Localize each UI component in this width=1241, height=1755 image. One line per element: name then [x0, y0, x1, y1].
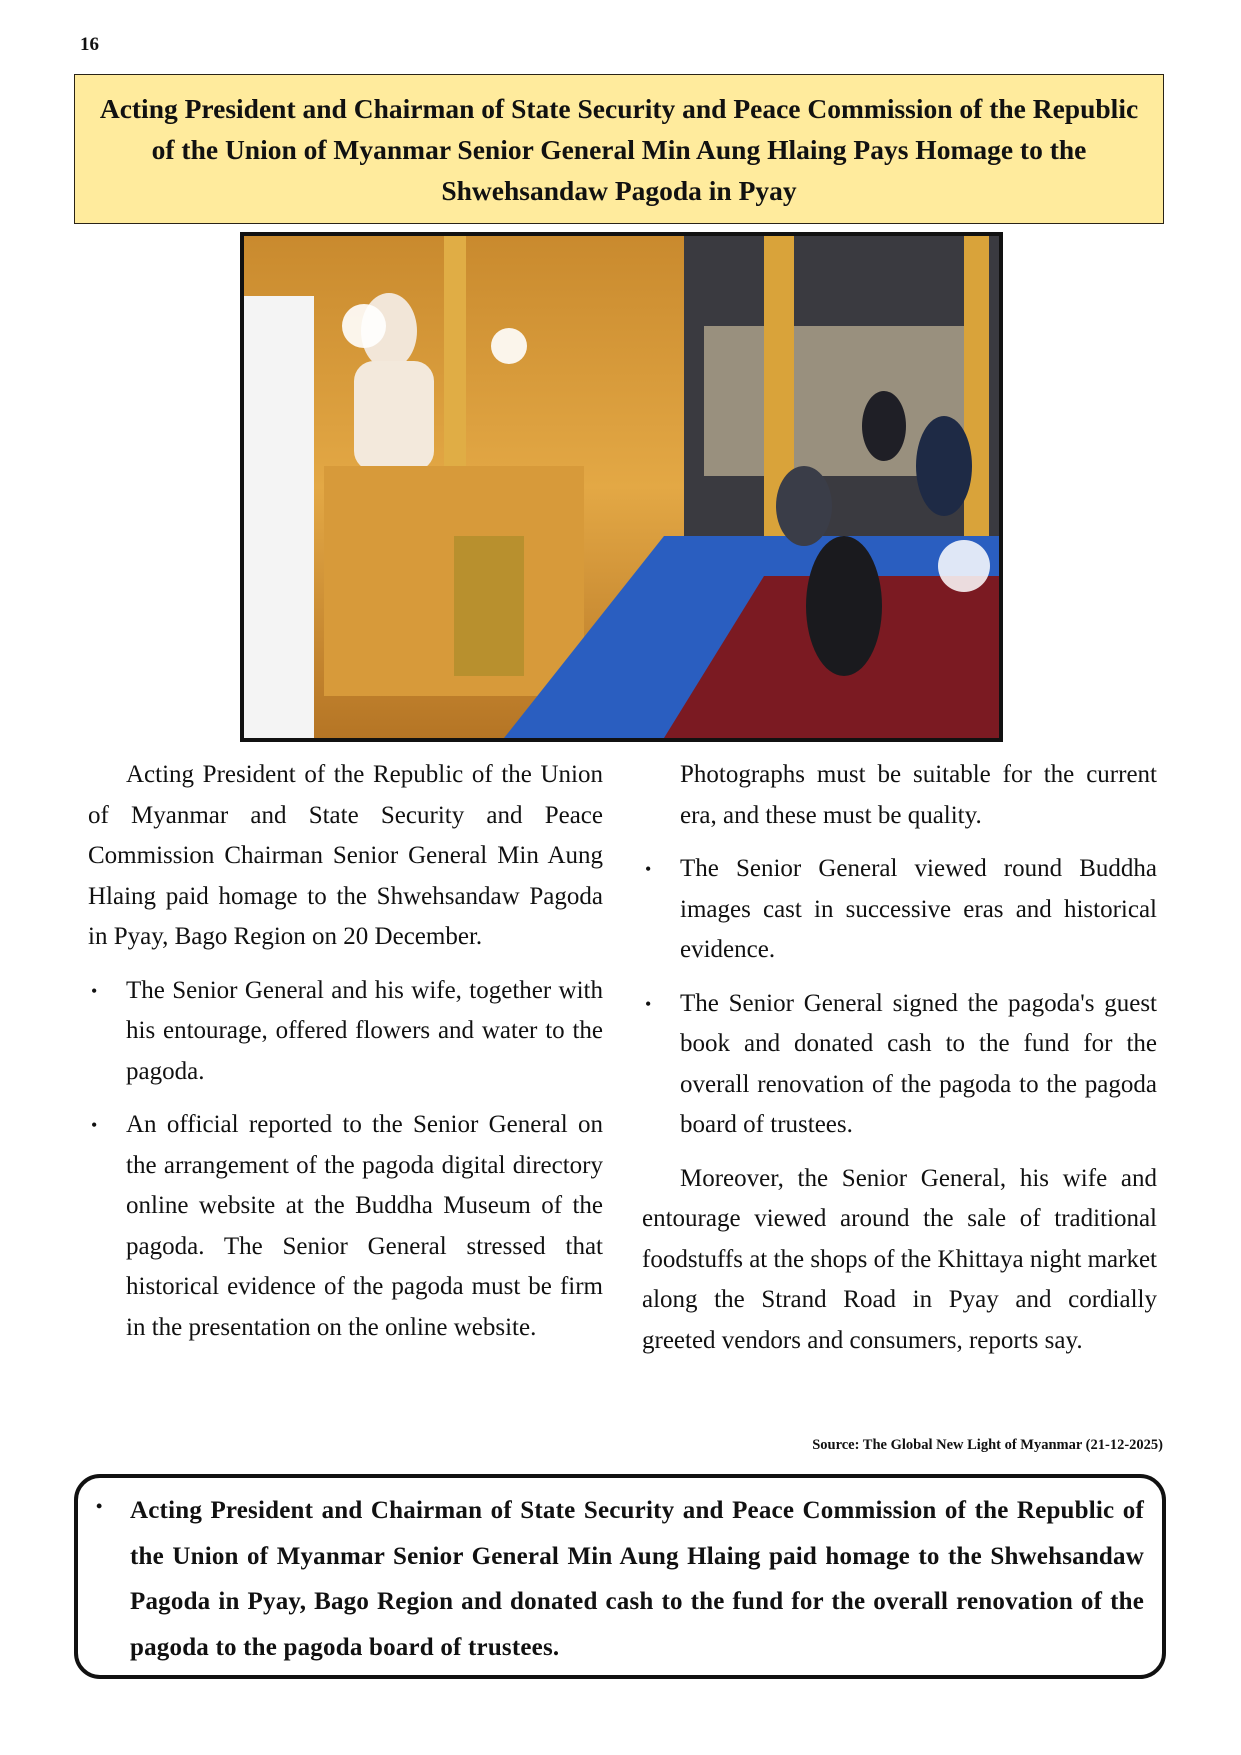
- list-item: [642, 984, 1157, 1146]
- page-number: 16: [80, 34, 99, 55]
- article-title-box: [74, 74, 1164, 224]
- article-title: Acting President and Chairman of State Security and Peace Commission of the Republic of the Union of Myanmar Senior General Min Aung Hlaing Pays Homage to the Shwehsandaw Pagoda in Pyay: [99, 92, 1139, 206]
- bullet-list-right: [642, 849, 1157, 1146]
- kneeling-man: [776, 466, 832, 546]
- kneeling-attendee: [916, 416, 972, 516]
- source-credit: Source: The Global New Light of Myanmar (21-12-2025): [812, 1437, 1163, 1453]
- article-column-left: [88, 755, 603, 1361]
- golden-pillar: [964, 236, 989, 556]
- bullet-icon: •: [96, 1496, 103, 1516]
- kneeling-woman: [806, 536, 882, 676]
- flowers: [342, 304, 386, 348]
- article-photo: [240, 232, 1003, 742]
- air-conditioner: [244, 296, 314, 738]
- article-column-right: [642, 755, 1157, 1361]
- list-item: [642, 849, 1157, 971]
- list-item-text: The Senior General viewed round Buddha images cast in successive eras and historical evidence.: [680, 855, 1157, 963]
- summary-box: [74, 1474, 1166, 1679]
- offering-urn: [454, 536, 524, 676]
- article-closing: Moreover, the Senior General, his wife and entourage viewed around the sale of traditional foodstuffs at the shops of the Khittaya night market along the Strand Road in Pyay and cordially greeted vendors and consumers, reports say.: [642, 1164, 1157, 1354]
- list-item-text: An official reported to the Senior General on the arrangement of the pagoda digital directory online website at the Buddha Museum of the pagoda. The Senior General stressed that historical evidence of the pagoda must be firm in the presentation on the online website.: [126, 1111, 603, 1341]
- bullet-icon: •: [91, 1115, 98, 1135]
- bullet-icon: •: [645, 859, 652, 879]
- summary-text: Acting President and Chairman of State Security and Peace Commission of the Republic of the Union of Myanmar Senior General Min Aung Hlaing paid homage to the Shwehsandaw Pagoda in Pyay, Bago Region and donated cash to the fund for the overall renovation of the pagoda to the pagoda board of trustees.: [130, 1497, 1144, 1661]
- bullet-continuation: Photographs must be suitable for the current era, and these must be quality.: [680, 761, 1157, 829]
- list-item-text: The Senior General signed the pagoda's guest book and donated cash to the fund for the overall renovation of the pagoda to the pagoda board of trustees.: [680, 989, 1157, 1138]
- list-item: [88, 1105, 603, 1348]
- bullet-icon: •: [645, 993, 652, 1014]
- bullet-list-left: [88, 971, 603, 1349]
- list-item-text: The Senior General and his wife, together with his entourage, offered flowers and water to the pagoda.: [126, 976, 603, 1085]
- pagoda-photo-illustration: [244, 236, 999, 738]
- flowers: [938, 540, 990, 592]
- bullet-icon: •: [91, 980, 98, 1001]
- article-intro: Acting President of the Republic of the Union of Myanmar and State Security and Peace Commission Chairman Senior General Min Aung Hlaing paid homage to the Shwehsandaw Pagoda in Pyay, Bago Region on 20 December.: [88, 761, 603, 950]
- list-item: [88, 971, 603, 1093]
- buddha-body: [354, 361, 434, 471]
- flowers: [491, 328, 527, 364]
- kneeling-attendee: [862, 391, 906, 461]
